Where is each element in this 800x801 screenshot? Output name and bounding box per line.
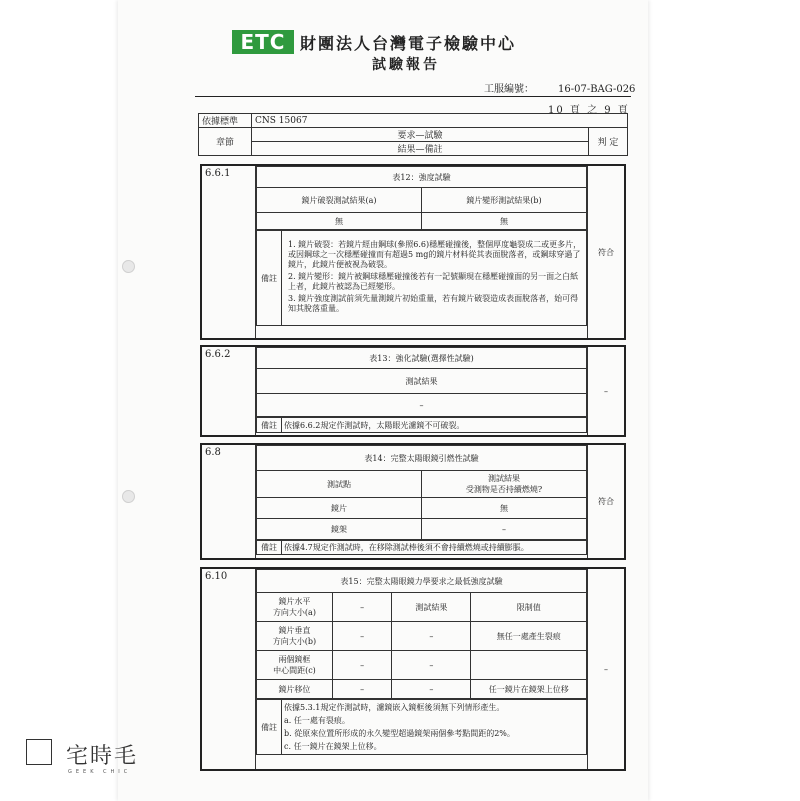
cell-value: – — [332, 622, 391, 651]
limit-value: 無任一處產生裂痕 — [471, 622, 587, 651]
table-13 — [256, 347, 587, 417]
table-title: 表15：完整太陽眼鏡力學要求之最低強度試驗 — [257, 570, 587, 593]
remark-item: a. 任一處有裂痕。 — [284, 716, 350, 725]
remark-item: c. 任一鏡片在鏡架上位移。 — [284, 742, 382, 751]
punch-hole — [122, 260, 135, 273]
cell-value: – — [332, 593, 391, 622]
table-15 — [256, 569, 587, 699]
row-result: 無 — [422, 498, 587, 519]
row-result: – — [422, 519, 587, 540]
section-number: 6.8 — [205, 447, 221, 458]
table-14 — [256, 445, 587, 540]
verdict: 符合 — [598, 247, 614, 257]
report-number — [484, 80, 635, 95]
req-label: 要求—試驗 — [252, 128, 589, 142]
section-body — [255, 166, 588, 338]
verdict-label: 判 定 — [589, 128, 628, 156]
watermark-box-icon — [26, 739, 52, 765]
cell-value: – — [257, 394, 587, 417]
verdict: – — [604, 386, 608, 396]
table-title: 表12：強度試驗 — [257, 167, 587, 188]
section-number: 6.10 — [205, 571, 228, 582]
remark-notes — [282, 231, 587, 326]
remark-item: b. 從原來位置所形成的永久變型超過鏡架兩個參考點間距的2%。 — [284, 729, 515, 738]
table-title: 表13：強化試驗(選擇性試驗) — [257, 348, 587, 369]
header-rule — [195, 96, 631, 97]
watermark-cn: 宅時毛 — [66, 744, 139, 769]
section-number: 6.6.2 — [205, 349, 231, 360]
remark-intro: 依據5.3.1規定作測試時，濾鏡嵌入鏡框後須無下列情形產生。 — [284, 703, 505, 712]
col-header: 鏡片破裂測試結果(a) — [257, 188, 422, 213]
col-header: 測試結果 受測物是否持續燃燒? — [422, 471, 587, 498]
col-header: 測試結果 — [392, 593, 471, 622]
section-number: 6.6.1 — [205, 168, 231, 179]
remark-table — [256, 230, 587, 326]
remark-text: 依據4.7規定作測試時，在移除測試棒後須不會持續燃燒或持續膨脹。 — [282, 541, 587, 555]
remark-notes — [282, 700, 587, 755]
row-label: 鏡片垂直 方向大小(b) — [257, 622, 333, 651]
limit-value — [471, 651, 587, 680]
section-body — [255, 347, 588, 435]
remark-label: 備註 — [257, 700, 282, 755]
org-name: 財團法人台灣電子檢驗中心 — [300, 34, 517, 53]
row-point: 鏡架 — [257, 519, 422, 540]
report-no-value: 16-07-BAG-026 — [558, 84, 636, 95]
col-header: 測試結果 — [257, 369, 587, 394]
row-point: 鏡片 — [257, 498, 422, 519]
report-title: 試驗報告 — [372, 57, 440, 73]
watermark-en: GEEK CHIC — [68, 769, 132, 775]
col-header: 限制值 — [471, 593, 587, 622]
punch-hole — [122, 490, 135, 503]
section-body — [255, 445, 588, 558]
row-label: 鏡片移位 — [257, 680, 333, 699]
row-label: 兩個鏡框 中心間距(c) — [257, 651, 333, 680]
limit-value: 任一鏡片在鏡架上位移 — [471, 680, 587, 699]
remark-table — [256, 417, 587, 433]
section-body — [255, 569, 588, 769]
section-6-6-2 — [200, 345, 626, 437]
remark-text: 依據6.6.2規定作測試時，太陽眼光濾鏡不可破裂。 — [282, 418, 587, 433]
note-item: 1. 鏡片破裂：若鏡片經由鋼球(參照6.6)穩壓碰撞後，整個厚度龜裂成二或更多片，或因鋼球之一次穩壓碰撞而有超過5 mg的鏡片材料從其表面脫落者，或鋼球穿過了鏡片，此鏡片便被視為破裂。 — [288, 240, 582, 269]
etc-logo: ETC — [232, 30, 294, 54]
standard-value: CNS 15067 — [252, 114, 628, 128]
report-no-label: 工服編號： — [484, 84, 534, 95]
remark-table — [256, 699, 587, 755]
table-title: 表14：完整太陽眼鏡引燃性試驗 — [257, 446, 587, 471]
cell-value: – — [332, 680, 391, 699]
section-6-8 — [200, 443, 626, 560]
table-12 — [256, 166, 587, 230]
standard-label: 依據標準 — [199, 114, 252, 128]
result-label: 結果—備註 — [252, 142, 589, 156]
cell-value: – — [392, 680, 471, 699]
note-item: 3. 鏡片強度測試前須先量測鏡片初始重量，若有鏡片破裂造成表面脫落者，始可得知其脫落重量。 — [288, 294, 579, 313]
cell-value: – — [392, 622, 471, 651]
cell-value: – — [392, 651, 471, 680]
cell-value: – — [332, 651, 391, 680]
remark-label: 備註 — [257, 231, 282, 326]
remark-label: 備註 — [257, 418, 282, 433]
cell-value: 無 — [422, 213, 587, 230]
cell-value: 無 — [257, 213, 422, 230]
verdict: 符合 — [598, 497, 614, 506]
verdict: – — [604, 664, 608, 674]
row-label: 鏡片水平 方向大小(a) — [257, 593, 333, 622]
page-info: 10 頁 之 9 頁 — [548, 105, 630, 116]
section-6-10 — [200, 567, 626, 771]
section-6-6-1 — [200, 164, 626, 340]
col-header: 鏡片變形測試結果(b) — [422, 188, 587, 213]
header-table — [198, 113, 628, 156]
chapter-label: 章節 — [199, 128, 252, 156]
col-header: 測試點 — [257, 471, 422, 498]
remark-label: 備註 — [257, 541, 282, 555]
note-item: 2. 鏡片變形：鏡片被鋼球穩壓碰撞後若有一記號顯現在穩壓碰撞面的另一面之白紙上者，此鏡片被認為已經變形。 — [288, 272, 579, 291]
remark-table — [256, 540, 587, 555]
